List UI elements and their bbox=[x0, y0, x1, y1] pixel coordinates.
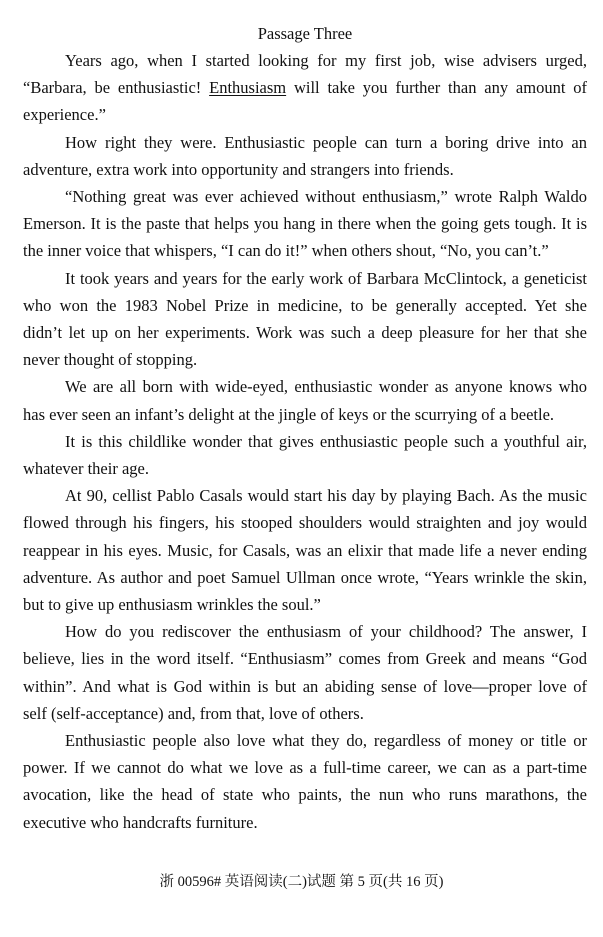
text-line: reappear in his eyes. Music, for Casals, was an elixir that made life a never ending bbox=[23, 540, 587, 560]
text-line: flowed through his fingers, his stooped shoulders would straighten and joy would bbox=[23, 513, 587, 533]
paragraph bbox=[23, 727, 587, 836]
text-line: within”. And what is God within is but an abiding sense of love—proper love of bbox=[23, 676, 587, 696]
paragraph bbox=[23, 373, 587, 427]
paragraph bbox=[23, 618, 587, 727]
page bbox=[23, 20, 587, 836]
text-line: “Nothing great was ever achieved without enthusiasm,” wrote Ralph Waldo bbox=[65, 187, 587, 207]
text-line: Emerson. It is the paste that helps you hang in there when the going gets tough. It is bbox=[23, 214, 587, 234]
text-line: avocation, like the head of state who paints, the nun who runs marathons, the bbox=[23, 785, 587, 805]
text-line: It is this childlike wonder that gives enthusiastic people such a youthful air, bbox=[65, 431, 587, 451]
text-line: self (self-acceptance) and, from that, love of others. bbox=[23, 703, 364, 723]
text-line: never thought of stopping. bbox=[23, 350, 198, 370]
text-line: the inner voice that whispers, “I can do it!” when others shout, “No, you can’t.” bbox=[23, 241, 549, 261]
text-line: How right they were. Enthusiastic people can turn a boring drive into an bbox=[65, 132, 587, 152]
text-segment: “Barbara, be enthusiastic! bbox=[23, 78, 210, 98]
text-line: We are all born with wide-eyed, enthusiastic wonder as anyone knows who bbox=[65, 377, 587, 397]
text-line: whatever their age. bbox=[23, 459, 149, 479]
passage-body bbox=[23, 47, 587, 836]
text-line: believe, lies in the word itself. “Enthusiasm” comes from Greek and means “God bbox=[23, 649, 587, 669]
page-footer: 浙 00596# 英语阅读(二)试题 第 5 页(共 16 页) bbox=[159, 874, 444, 890]
paragraph bbox=[23, 183, 587, 265]
paragraph bbox=[23, 482, 587, 618]
text-line: power. If we cannot do what we love as a full-time career, we can as a part-time bbox=[23, 758, 587, 778]
text-line: Enthusiastic people also love what they do, regardless of money or title or bbox=[65, 731, 587, 751]
text-line: At 90, cellist Pablo Casals would start his day by playing Bach. As the music bbox=[65, 486, 587, 506]
text-segment: will take you further than any amount of bbox=[286, 78, 587, 98]
paragraph bbox=[23, 129, 587, 183]
underlined-word: Enthusiasm bbox=[209, 78, 287, 98]
text-line: How do you rediscover the enthusiasm of your childhood? The answer, I bbox=[65, 622, 587, 642]
text-line: who won the 1983 Nobel Prize in medicine, to be generally accepted. Yet she bbox=[23, 295, 587, 315]
text-line: but to give up enthusiasm wrinkles the soul.” bbox=[23, 595, 321, 615]
text-line: Years ago, when I started looking for my first job, wise advisers urged, bbox=[65, 51, 587, 70]
text-line: experience.” bbox=[23, 105, 106, 125]
paragraph bbox=[23, 428, 587, 482]
text-line: adventure, extra work into opportunity and strangers into friends. bbox=[23, 159, 454, 179]
text-line: It took years and years for the early work of Barbara McClintock, a geneticist bbox=[65, 268, 587, 288]
text-line: didn’t let up on her experiments. Work was such a deep pleasure for her that she bbox=[23, 323, 587, 343]
text-line: adventure. As author and poet Samuel Ullman once wrote, “Years wrinkle the skin, bbox=[23, 567, 587, 587]
text-line: executive who handcrafts furniture. bbox=[23, 812, 258, 832]
text-line bbox=[23, 74, 587, 101]
text-line: has ever seen an infant’s delight at the jingle of keys or the scurrying of a beetle. bbox=[23, 404, 555, 424]
paragraph bbox=[23, 47, 587, 129]
passage-title: Passage Three bbox=[257, 24, 353, 43]
paragraph bbox=[23, 265, 587, 374]
